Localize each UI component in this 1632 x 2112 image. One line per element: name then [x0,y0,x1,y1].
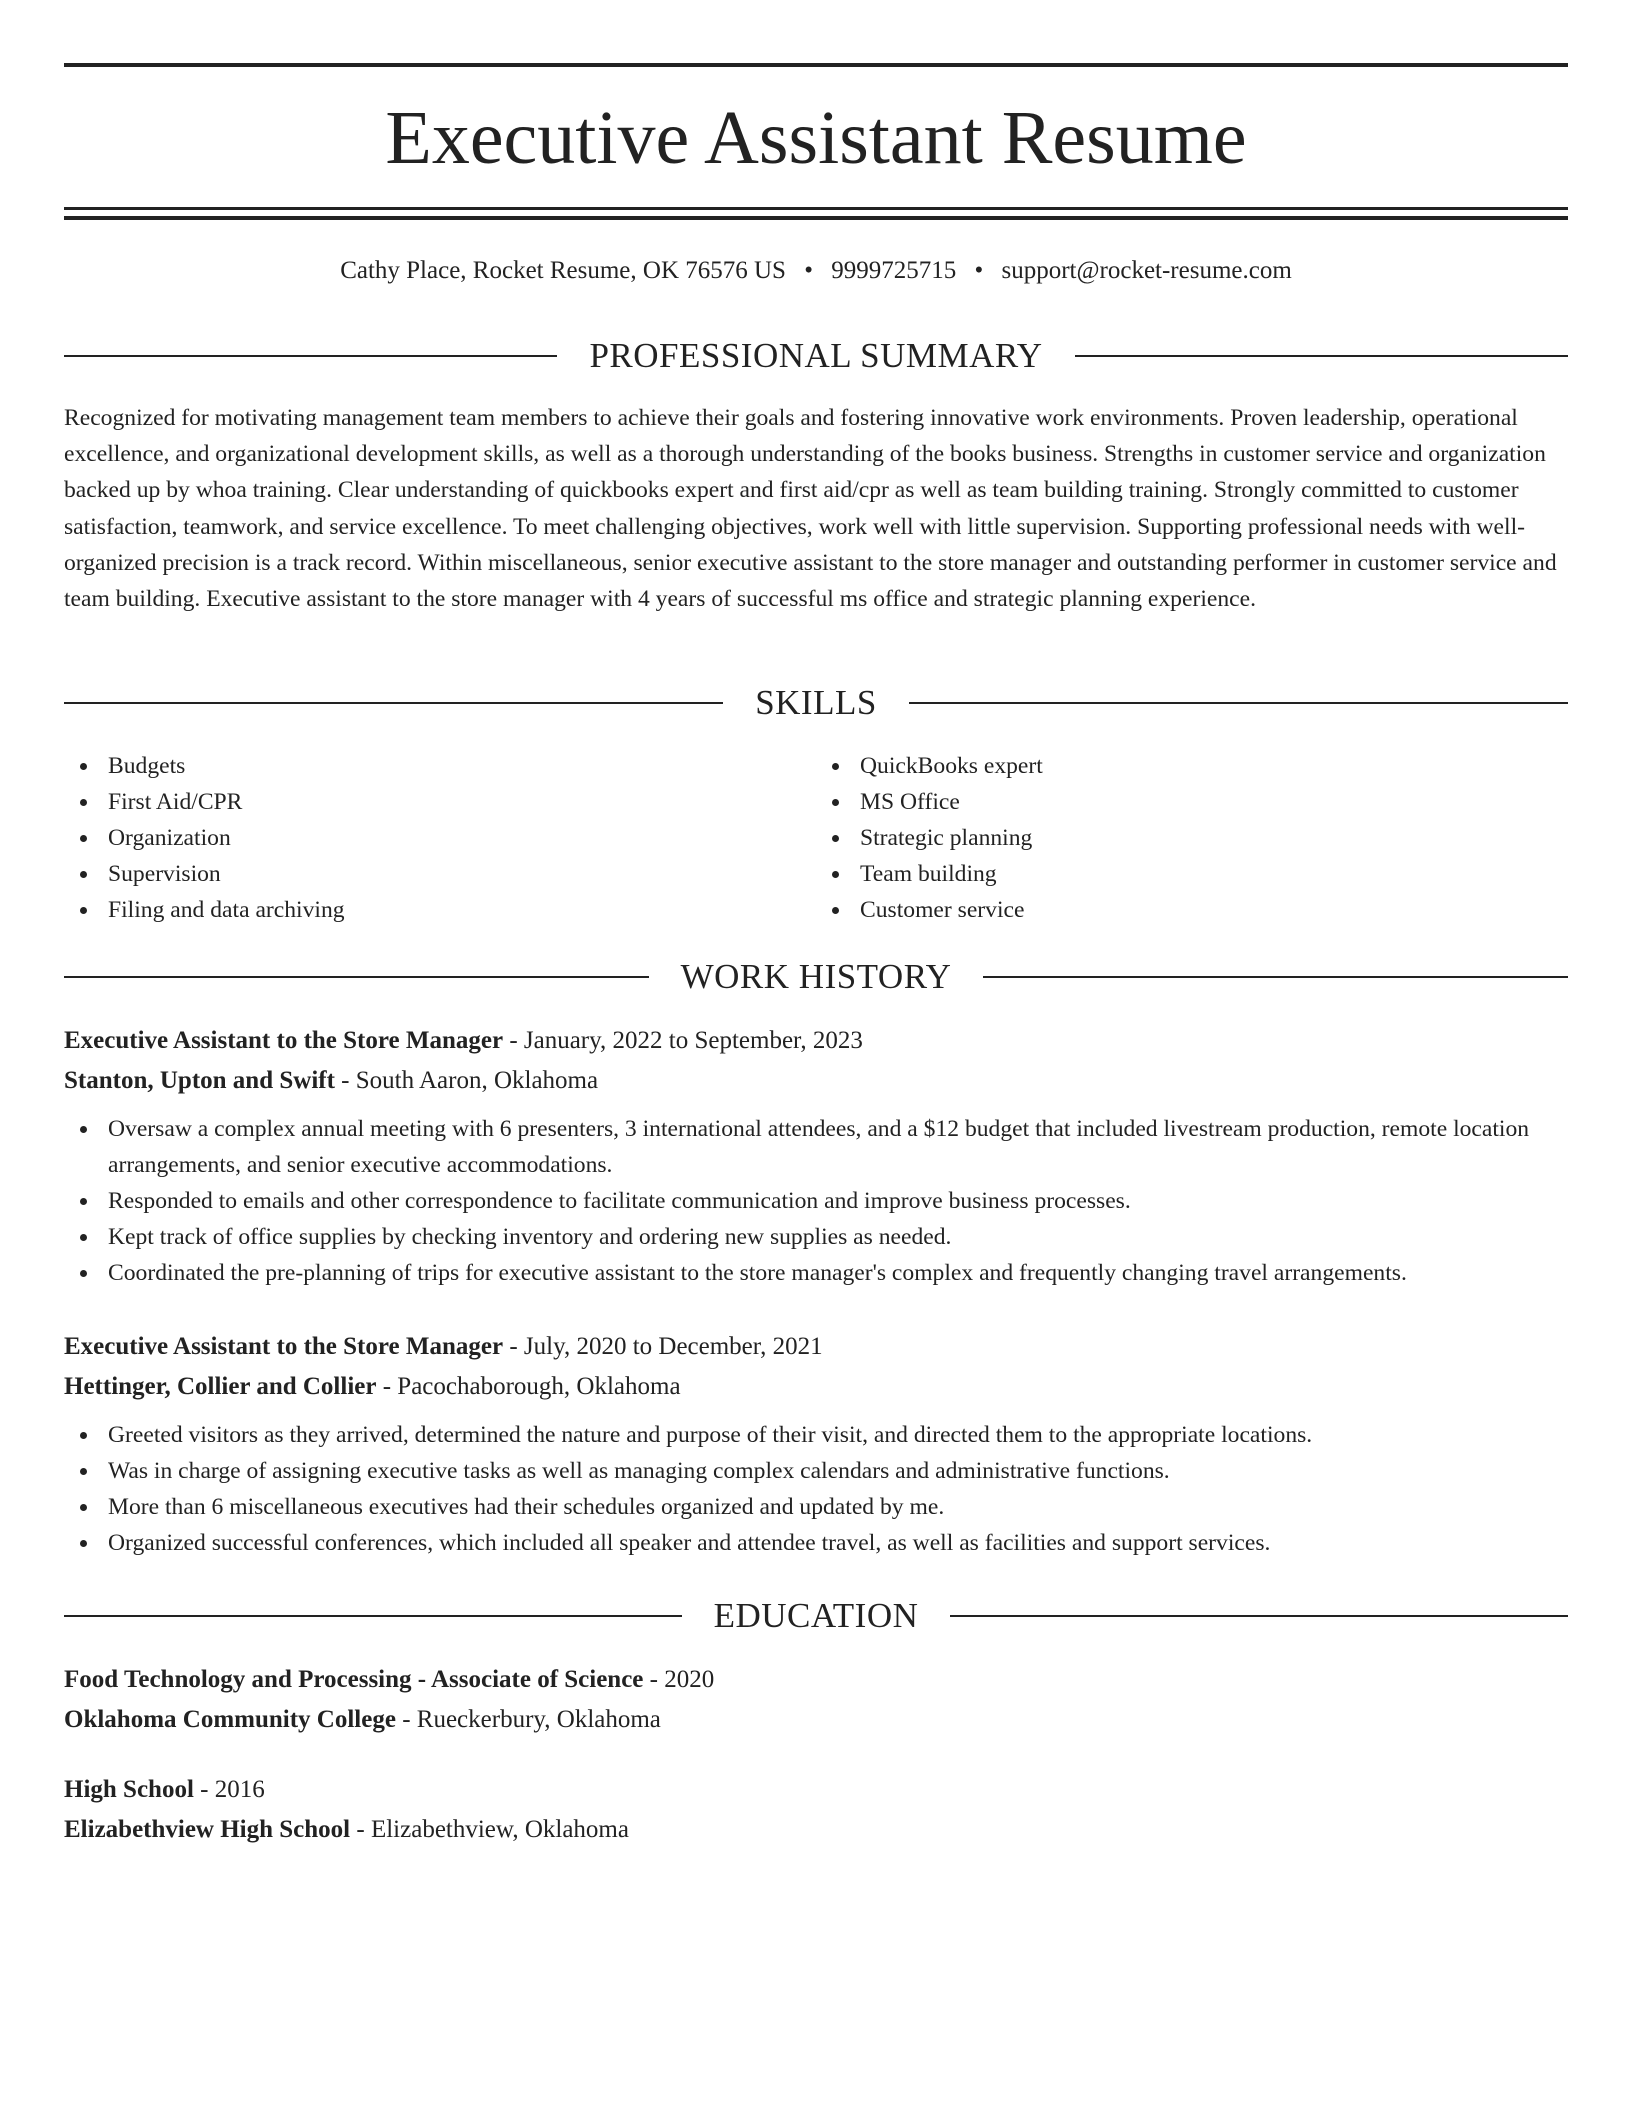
school-row [64,1700,1568,1740]
skill-item: Team building [816,856,1568,892]
section-title-skills: SKILLS [755,683,877,722]
contact-line [64,254,1568,288]
degree-title: High School [64,1776,194,1803]
degree-year: - 2020 [643,1666,715,1693]
school-location: - Elizabethview, Oklahoma [350,1816,629,1843]
job-dates: - January, 2022 to September, 2023 [503,1027,863,1054]
work-entry [64,1021,1568,1291]
job-title-row [64,1327,1568,1367]
skill-item: QuickBooks expert [816,748,1568,784]
job-duties [64,1111,1568,1291]
school-location: - Rueckerbury, Oklahoma [395,1706,661,1733]
job-duty: Organized successful conferences, which included all speaker and attendee travel, as well as facilities and support services. [64,1525,1568,1561]
title-double-rule [64,207,1568,220]
section-title-work: WORK HISTORY [680,957,952,996]
contact-phone: 9999725715 [831,257,957,284]
contact-separator: • [974,257,984,284]
school-row [64,1810,1568,1850]
job-duties [64,1417,1568,1561]
job-duty: Oversaw a complex annual meeting with 6 presenters, 3 international attendees, and a $12 budget that included livestream production, remote location arrangements, and senior executive accommodations. [64,1111,1568,1183]
work-entry [64,1327,1568,1561]
company-name: Stanton, Upton and Swift [64,1067,335,1094]
skill-item: Customer service [816,892,1568,928]
job-dates: - July, 2020 to December, 2021 [503,1333,823,1360]
job-title: Executive Assistant to the Store Manager [64,1027,504,1054]
degree-row [64,1660,1568,1700]
heading-rule [64,976,649,978]
school-name: Oklahoma Community College [64,1706,396,1733]
top-rule [64,63,1568,67]
section-heading-summary [64,334,1568,378]
skill-item: Budgets [64,748,816,784]
company-row [64,1367,1568,1407]
section-heading-skills [64,681,1568,725]
heading-rule [64,355,557,357]
company-location: - Pacochaborough, Oklahoma [376,1373,681,1400]
job-duty: Kept track of office supplies by checking inventory and ordering new supplies as needed. [64,1219,1568,1255]
skill-item: Strategic planning [816,820,1568,856]
contact-separator: • [804,257,813,284]
job-duty: Coordinated the pre-planning of trips for executive assistant to the store manager's complex and frequently changing travel arrangements. [64,1255,1568,1291]
skill-item: Filing and data archiving [64,892,816,928]
skill-item: Supervision [64,856,816,892]
degree-title: Food Technology and Processing - Associate of Science [64,1666,644,1693]
section-heading-education [64,1594,1568,1638]
heading-rule [64,702,723,704]
school-name: Elizabethview High School [64,1816,351,1843]
page-title: Executive Assistant Resume [385,96,1247,180]
heading-rule [983,976,1568,978]
degree-year: - 2016 [193,1776,265,1803]
job-duty: Responded to emails and other correspondence to facilitate communication and improve business processes. [64,1183,1568,1219]
company-location: - South Aaron, Oklahoma [334,1067,599,1094]
heading-rule [950,1615,1568,1617]
skills-column-left [64,748,816,928]
contact-address: Cathy Place, Rocket Resume, OK 76576 US [340,257,786,284]
skill-item: First Aid/CPR [64,784,816,820]
degree-row [64,1770,1568,1810]
job-title: Executive Assistant to the Store Manager [64,1333,504,1360]
skill-item: MS Office [816,784,1568,820]
education-entry [64,1770,1568,1850]
summary-text: Recognized for motivating management team members to achieve their goals and fostering innovative work environments. Proven leadership, operational excellence, and organizational development skills, as well as a thorough understanding of the books business. Strengths in customer service and organization backed up by whoa training. Clear understanding of quickbooks expert and first aid/cpr as well as team building training. Strongly committed to customer satisfaction, teamwork, and service excellence. To meet challenging objectives, work well with little supervision. Supporting professional needs with well-organized precision is a track record. Within miscellaneous, senior executive assistant to the store manager and outstanding performer in customer service and team building. Executive assistant to the store manager with 4 years of successful ms office and strategic planning experience. [64,405,1557,613]
job-duty: Was in charge of assigning executive tasks as well as managing complex calendars and administrative functions. [64,1453,1568,1489]
skills-column-right [816,748,1568,928]
education-entry [64,1660,1568,1740]
job-duty: More than 6 miscellaneous executives had their schedules organized and updated by me. [64,1489,1568,1525]
job-duty: Greeted visitors as they arrived, determined the nature and purpose of their visit, and directed them to the appropriate locations. [64,1417,1568,1453]
section-heading-work [64,955,1568,999]
heading-rule [909,702,1568,704]
skill-item: Organization [64,820,816,856]
contact-email: support@rocket-resume.com [1001,257,1292,284]
section-title-education: EDUCATION [713,1596,919,1635]
job-title-row [64,1021,1568,1061]
section-title-summary: PROFESSIONAL SUMMARY [589,336,1043,375]
heading-rule [1075,355,1568,357]
skills-list [64,748,1568,928]
company-name: Hettinger, Collier and Collier [64,1373,377,1400]
heading-rule [64,1615,682,1617]
company-row [64,1061,1568,1101]
